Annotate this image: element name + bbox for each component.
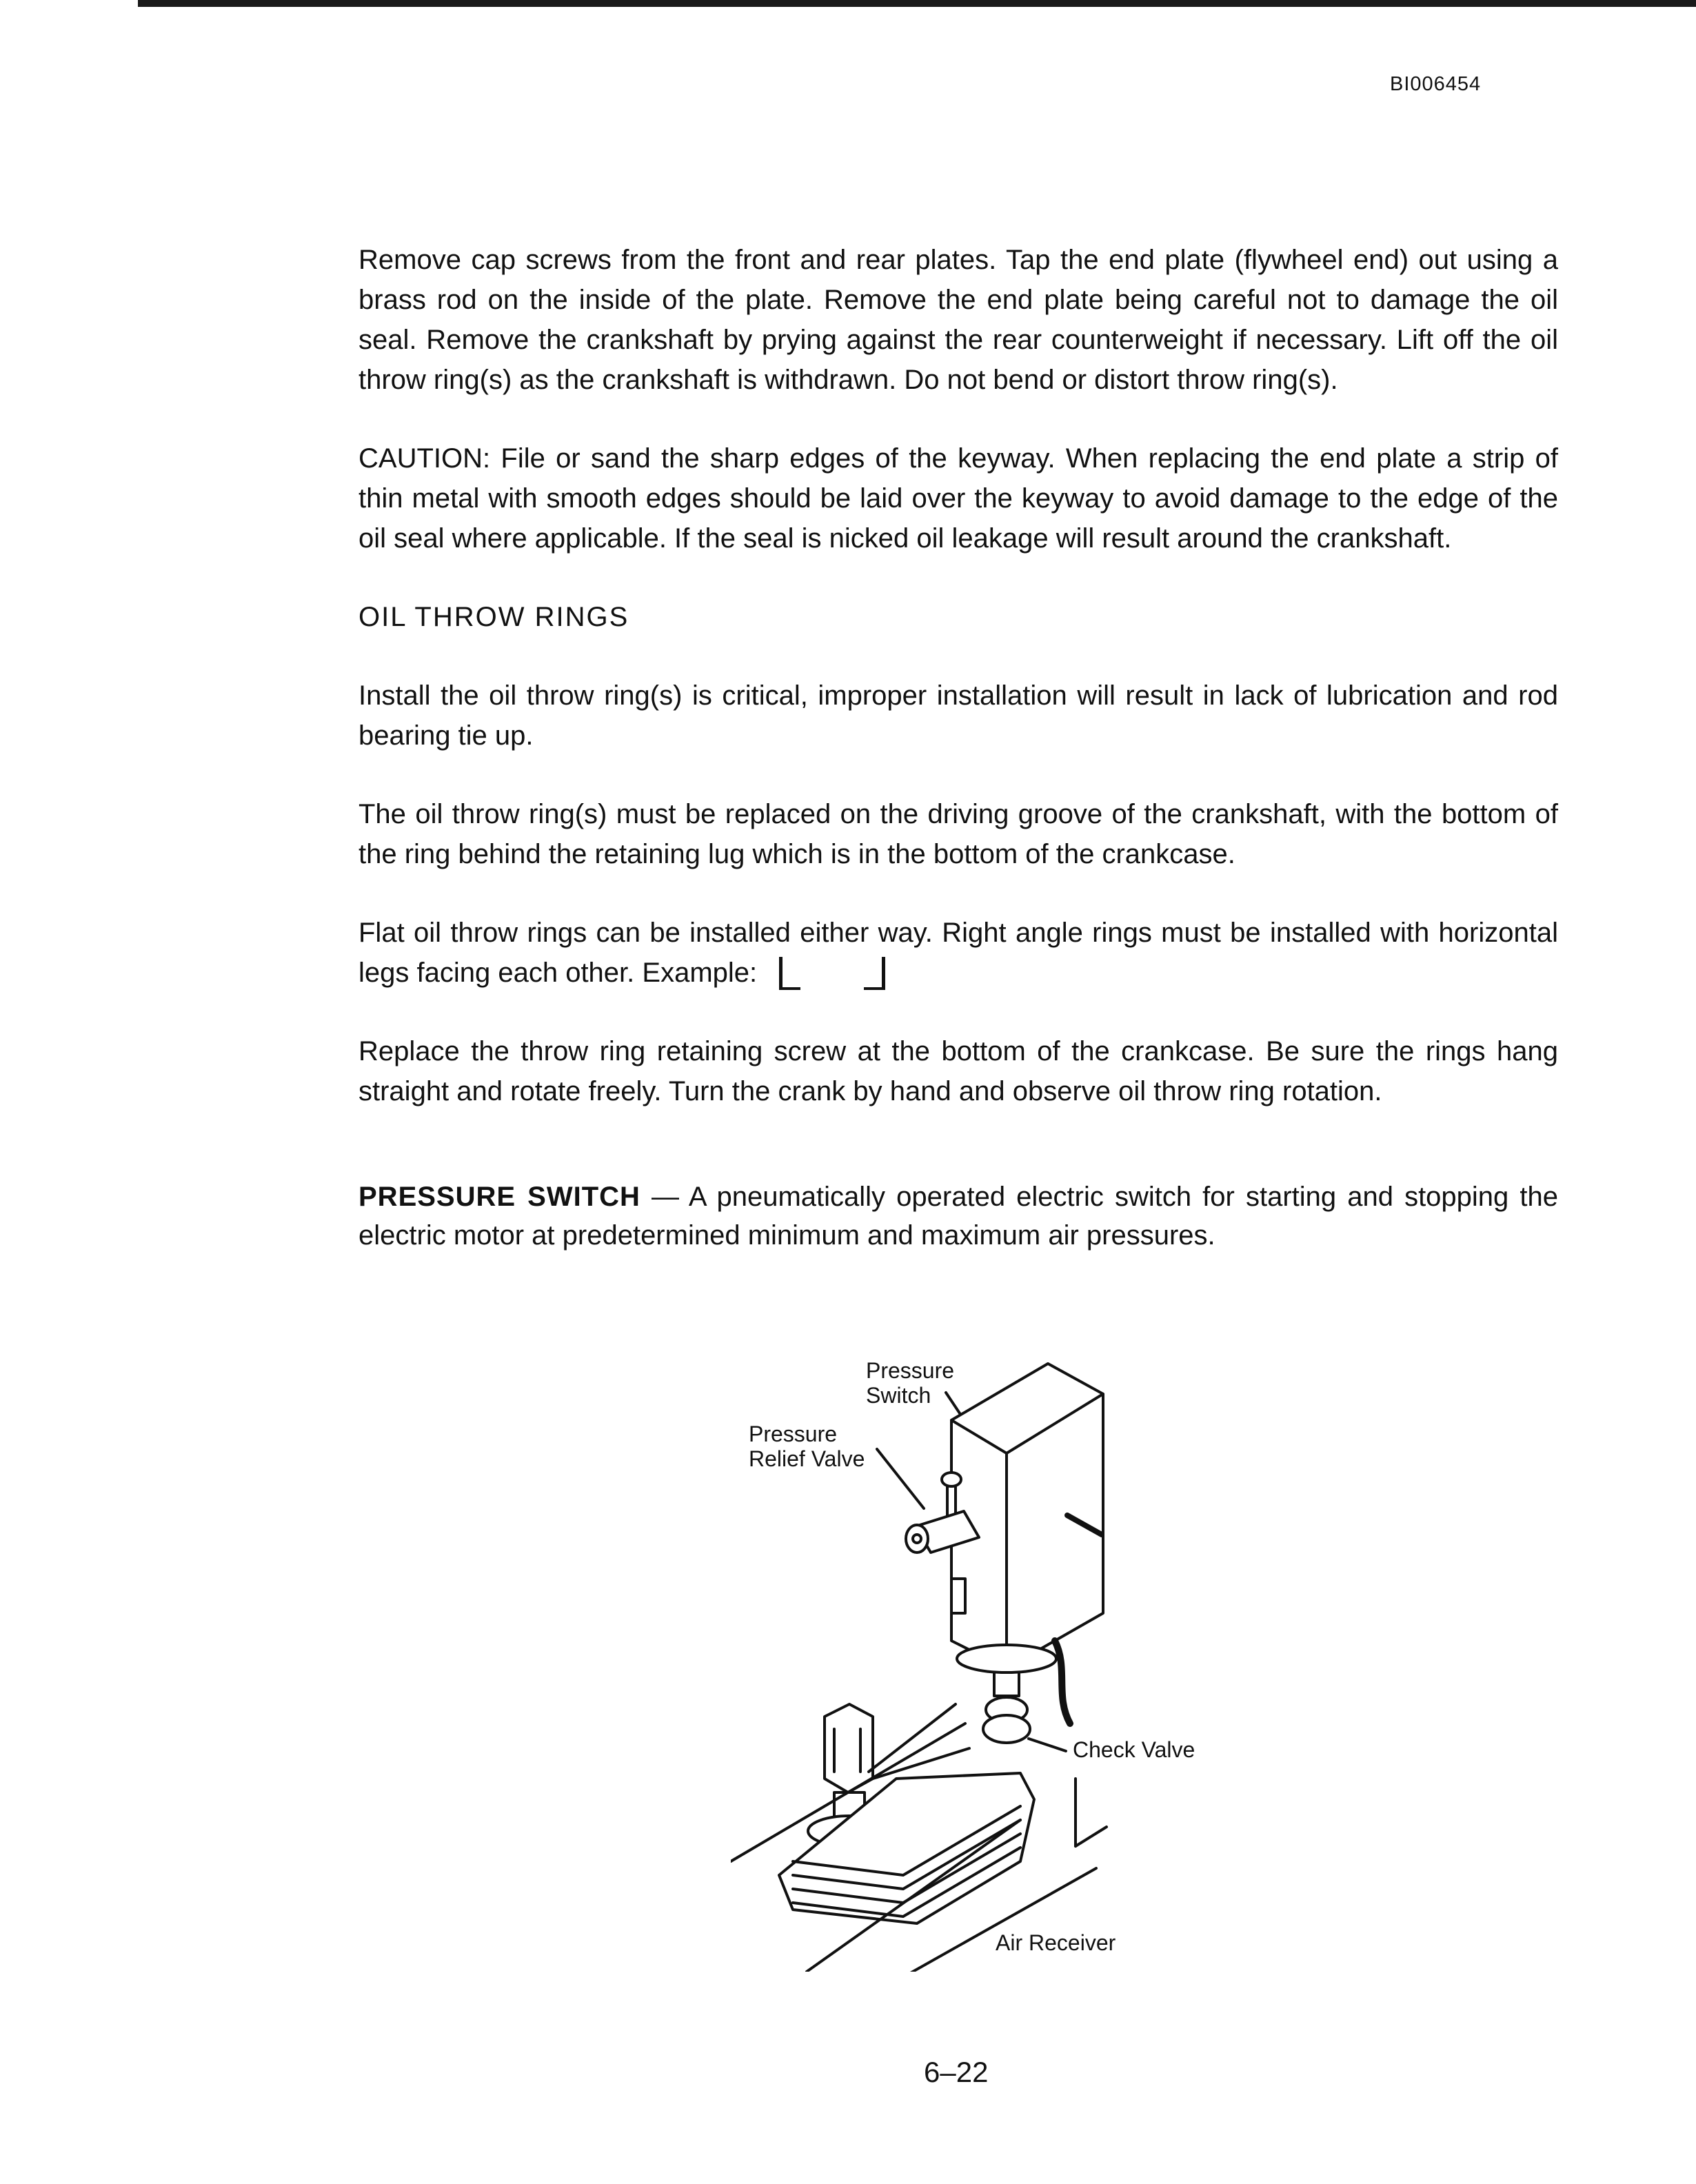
pressure-switch-figure	[731, 1351, 1241, 1972]
pressure-switch-paragraph	[359, 1177, 1558, 1255]
paragraph-install-rings: Install the oil throw ring(s) is critical, improper installation will result in lack of lubrication and rod bearing tie up.	[359, 680, 1558, 751]
paragraph-replace-rings: The oil throw ring(s) must be replaced on the driving groove of the crankshaft, with the bottom of the ring behind the retaining lug which is in the bottom of the crankcase.	[359, 799, 1558, 869]
label-pressure-relief-valve: Pressure Relief Valve	[749, 1422, 865, 1471]
switch-box	[946, 1364, 1103, 1668]
label-air-receiver: Air Receiver	[996, 1930, 1116, 1955]
caution-paragraph: CAUTION: File or sand the sharp edges of the keyway. When replacing the end plate a strip of thin metal with smooth edges should be laid over the keyway to avoid damage to the edge of the oil seal where applicable. If the seal is nicked oil leakage will result around the crankshaft.	[359, 443, 1558, 554]
paragraph-remove-cap-screws: Remove cap screws from the front and rear plates. Tap the end plate (flywheel end) out using a brass rod on the inside of the plate. Remove the end plate being careful not to damage the oil seal. Remove the crankshaft by prying against the rear counterweight if necessary. Lift off the oil throw ring(s) as the crankshaft is withdrawn. Do not bend or distort throw ring(s).	[359, 245, 1558, 395]
top-rule	[138, 0, 1696, 7]
pressure-switch-term: PRESSURE SWITCH	[359, 1182, 640, 1212]
page-content	[359, 240, 1558, 1255]
pressure-switch-description: — A pneumatically operated electric switch for starting and stopping the electric motor at predetermined minimum and maximum air pressures.	[359, 1182, 1558, 1251]
ring-orientation-text: Flat oil throw rings can be installed either way. Right angle rings must be installed with horizontal legs facing each other. Example:	[359, 918, 1558, 988]
paragraph-retaining-screw: Replace the throw ring retaining screw at the bottom of the crankcase. Be sure the rings hang straight and rotate freely. Turn the crank by hand and observe oil throw ring rotation.	[359, 1036, 1558, 1106]
label-pressure-switch: Pressure Switch	[866, 1358, 955, 1408]
label-check-valve: Check Valve	[1073, 1737, 1195, 1762]
page-number: 6–22	[924, 2056, 989, 2088]
right-angle-ring-icon	[864, 957, 885, 990]
document-id: BI006454	[1390, 73, 1482, 95]
paragraph-ring-orientation	[359, 913, 1558, 993]
left-angle-ring-icon	[779, 957, 800, 990]
oil-throw-rings-heading: OIL THROW RINGS	[359, 602, 629, 632]
